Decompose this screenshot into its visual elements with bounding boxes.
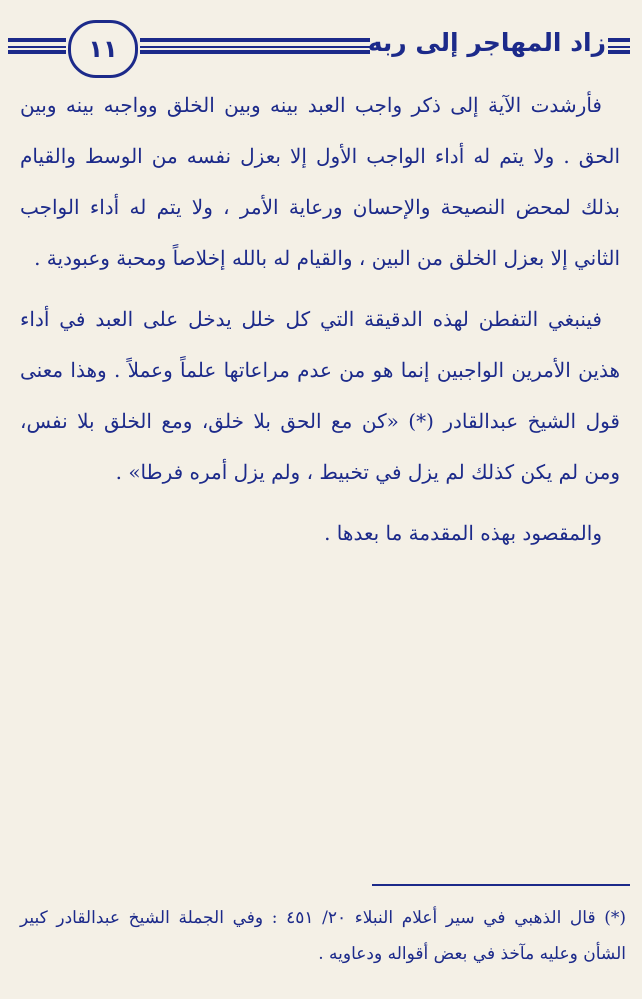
page-header xyxy=(8,18,628,78)
footnote-separator xyxy=(372,884,630,886)
header-rule-left xyxy=(8,38,66,54)
paragraph-2 xyxy=(20,294,620,498)
paragraph-3: والمقصود بهذه المقدمة ما بعدها . xyxy=(324,521,602,545)
header-rule-middle xyxy=(140,38,370,54)
paragraph-1-text: فأرشدت الآية إلى ذكر واجب العبد بينه وبين الخلق وواجبه بينه وبين الحق . ولا يتم له أداء الواجب الأول إلا بعزل نفسه من الوسط والقيام بذلك لمحض النصيحة والإحسان ورعاية الأمر ، ولا يتم له أداء الواجب الثاني إلا بعزل الخلق من البين ، والقيام له بالله إخلاصاً ومحبة وعبودية . xyxy=(20,93,620,270)
footnote xyxy=(20,900,626,972)
paragraph-2-text: فينبغي التفطن لهذه الدقيقة التي كل خلل يدخل على العبد في أداء هذين الأمرين الواجبين إنما هو من عدم مراعاتها علماً وعملاً . وهذا معنى قول الشيخ عبدالقادر (*) «كن مع الحق بلا خلق، ومع الخلق بلا نفس، ومن لم يكن كذلك لم يزل في تخبيط ، ولم يزل أمره فرطا» . xyxy=(20,307,620,484)
book-title: زاد المهاجر إلى ربه xyxy=(367,28,606,57)
footnote-text: (*) قال الذهبي في سير أعلام النبلاء ٢٠/ ٤٥١ : وفي الجملة الشيخ عبدالقادر كبير الشأن وعليه مآخذ في بعض أقواله ودعاويه . xyxy=(20,908,626,964)
page-number: ١١ xyxy=(68,20,138,78)
paragraph-1 xyxy=(20,80,620,284)
main-text xyxy=(20,80,620,569)
header-rule-right xyxy=(608,38,630,54)
